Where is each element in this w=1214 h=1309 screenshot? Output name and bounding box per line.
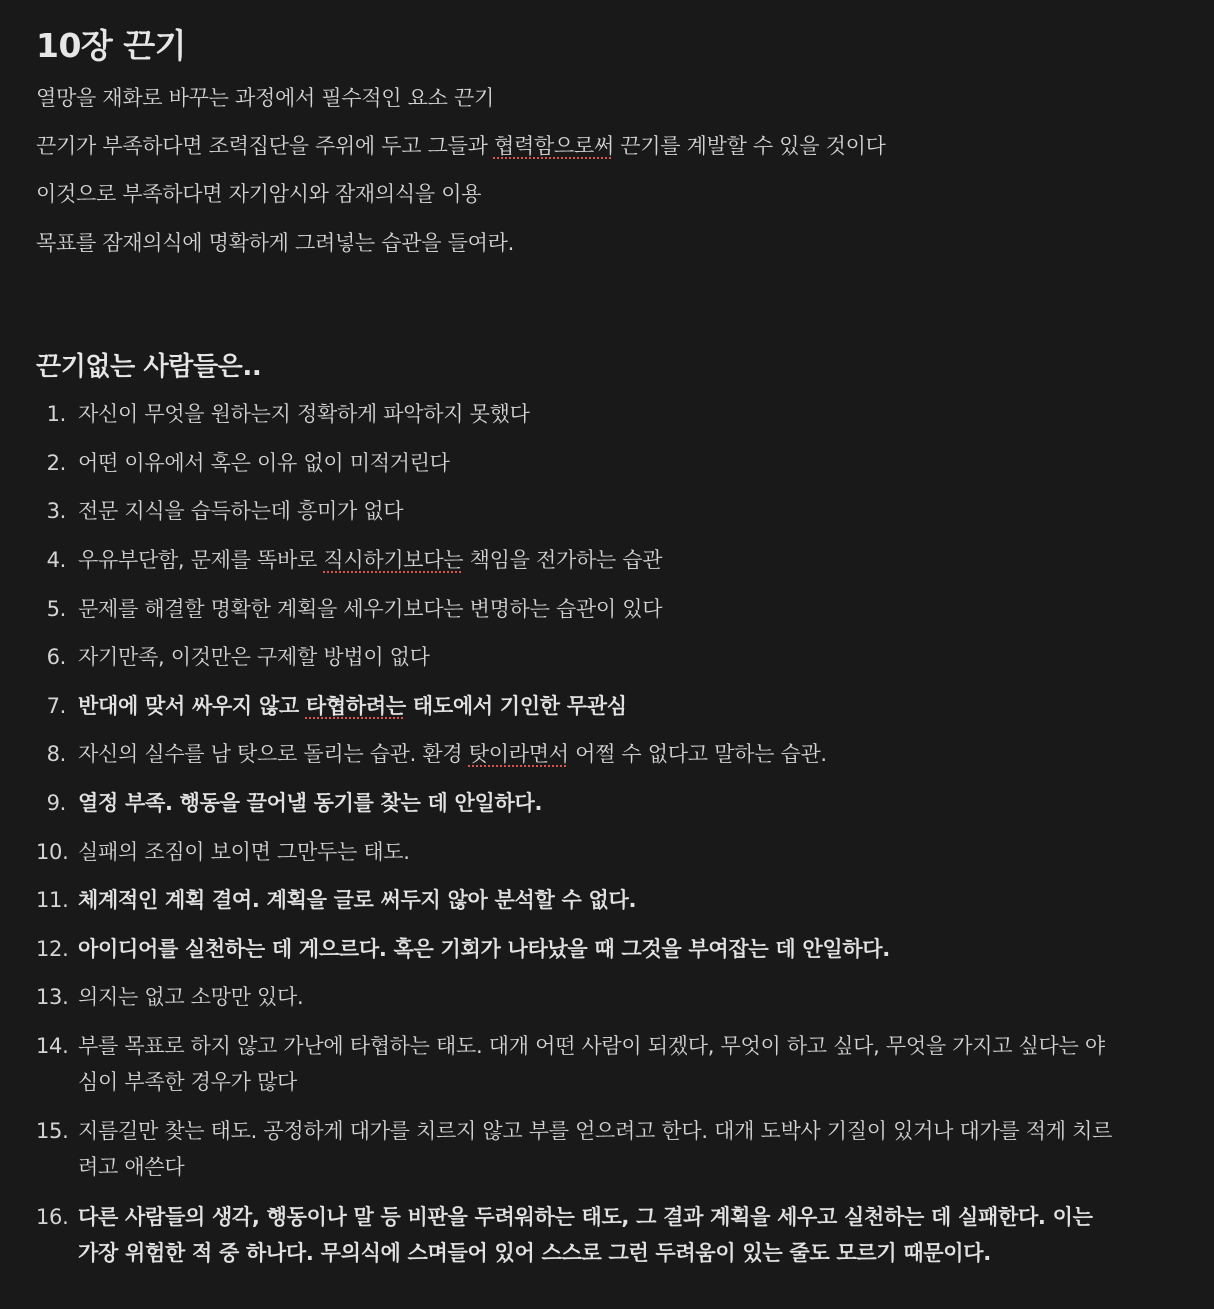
spellcheck-flagged-word[interactable]: 직시하기보다는: [323, 548, 464, 572]
paragraph-1: 열망을 재화로 바꾸는 과정에서 필수적인 요소 끈기: [36, 86, 494, 110]
list-item-text: [78, 688, 1113, 724]
list-item: [36, 1028, 1146, 1100]
list-item-number: 16.: [36, 1205, 69, 1229]
paragraph-4: 목표를 잠재의식에 명확하게 그려넣는 습관을 들여라.: [36, 231, 514, 255]
list-item: [36, 1199, 1146, 1271]
list-item-number: 3.: [46, 499, 66, 523]
spellcheck-flagged-word[interactable]: 탓이라면서: [468, 742, 569, 766]
list-item: [36, 834, 1146, 870]
list-item: [36, 396, 1146, 432]
list-item: [36, 542, 1146, 578]
list-item-text-after: 책임을 전가하는 습관: [463, 548, 663, 572]
list-item-text-after: 어쩔 수 없다고 말하는 습관.: [568, 742, 827, 766]
list-item-text-after: 태도에서 기인한 무관심: [405, 694, 627, 718]
list-item-text-before: 자신의 실수를 남 탓으로 돌리는 습관. 환경: [78, 742, 469, 766]
list-item-text-before: 우유부단함, 문제를 똑바로: [78, 548, 324, 572]
list-item-number: 11.: [36, 888, 69, 912]
paragraph-2-text-after: 끈기를 계발할 수 있을 것이다: [613, 134, 886, 158]
spellcheck-flagged-word[interactable]: 타협하려는: [305, 694, 406, 718]
list-item-text: 자기만족, 이것만은 구제할 방법이 없다: [78, 645, 430, 669]
section-heading: 끈기없는 사람들은..: [36, 352, 262, 382]
list-item-number: 14.: [36, 1034, 69, 1058]
paragraph-2-text-before: 끈기가 부족하다면 조력집단을 주위에 두고 그들과: [36, 134, 494, 158]
list-item-number: 6.: [46, 645, 66, 669]
list-item: [36, 591, 1146, 627]
list-item-text: [78, 736, 1113, 772]
list-item-text: 다른 사람들의 생각, 행동이나 말 등 비판을 두려워하는 태도, 그 결과 계획을 세우고 실천하는 데 실패한다. 이는 가장 위험한 적 중 하나다. 무의식에 스며들어 있어 스스로 그런 두려움이 있는 줄도 모르기 때문이다.: [78, 1205, 1093, 1265]
list-item: [36, 639, 1146, 675]
list-item-text: 문제를 해결할 명확한 계획을 세우기보다는 변명하는 습관이 있다: [78, 597, 663, 621]
list-item-text: [78, 542, 1113, 578]
list-item-number: 8.: [46, 742, 66, 766]
paragraph-3: 이것으로 부족하다면 자기암시와 잠재의식을 이용: [36, 182, 482, 206]
list-item-number: 4.: [46, 548, 66, 572]
list-item-text: 아이디어를 실천하는 데 게으르다. 혹은 기회가 나타났을 때 그것을 부여잡는 데 안일하다.: [78, 937, 890, 961]
list-item-number: 7.: [46, 694, 66, 718]
list-item-text: 실패의 조짐이 보이면 그만두는 태도.: [78, 840, 410, 864]
list-item: [36, 736, 1146, 772]
list-item: [36, 445, 1146, 481]
list-item-text: 어떤 이유에서 혹은 이유 없이 미적거린다: [78, 451, 450, 475]
list-item-text: 체계적인 계획 결여. 계획을 글로 써두지 않아 분석할 수 없다.: [78, 888, 637, 912]
list-item: [36, 785, 1146, 821]
list-item-number: 5.: [46, 597, 66, 621]
list-item-text: 부를 목표로 하지 않고 가난에 타협하는 태도. 대개 어떤 사람이 되겠다, 무엇이 하고 싶다, 무엇을 가지고 싶다는 야심이 부족한 경우가 많다: [78, 1034, 1105, 1094]
list-item-number: 12.: [36, 937, 69, 961]
list-item: [36, 882, 1146, 918]
list-item: [36, 493, 1146, 529]
list-item-number: 2.: [46, 451, 66, 475]
spellcheck-flagged-word[interactable]: 협력함으로써: [493, 134, 614, 158]
list-item-number: 13.: [36, 985, 69, 1009]
list-item-text: 열정 부족. 행동을 끌어낼 동기를 찾는 데 안일하다.: [78, 791, 543, 815]
list-item-text: 지름길만 찾는 태도. 공정하게 대가를 치르지 않고 부를 얻으려고 한다. 대개 도박사 기질이 있거나 대가를 적게 치르려고 애쓴다: [78, 1119, 1113, 1179]
list-item-number: 1.: [46, 402, 66, 426]
page-title: 10장 끈기: [36, 26, 187, 65]
list-item: [36, 688, 1146, 724]
list-item-text-before: 반대에 맞서 싸우지 않고: [78, 694, 306, 718]
list-item-text: 자신이 무엇을 원하는지 정확하게 파악하지 못했다: [78, 402, 530, 426]
list-item-number: 15.: [36, 1119, 69, 1143]
paragraph-2: [36, 132, 886, 160]
list-item-number: 10.: [36, 840, 69, 864]
list-item-text: 의지는 없고 소망만 있다.: [78, 985, 304, 1009]
list-item: [36, 979, 1146, 1015]
list-item-text: 전문 지식을 습득하는데 흥미가 없다: [78, 499, 404, 523]
list-item: [36, 931, 1146, 967]
list-item: [36, 1113, 1146, 1185]
list-item-number: 9.: [46, 791, 66, 815]
